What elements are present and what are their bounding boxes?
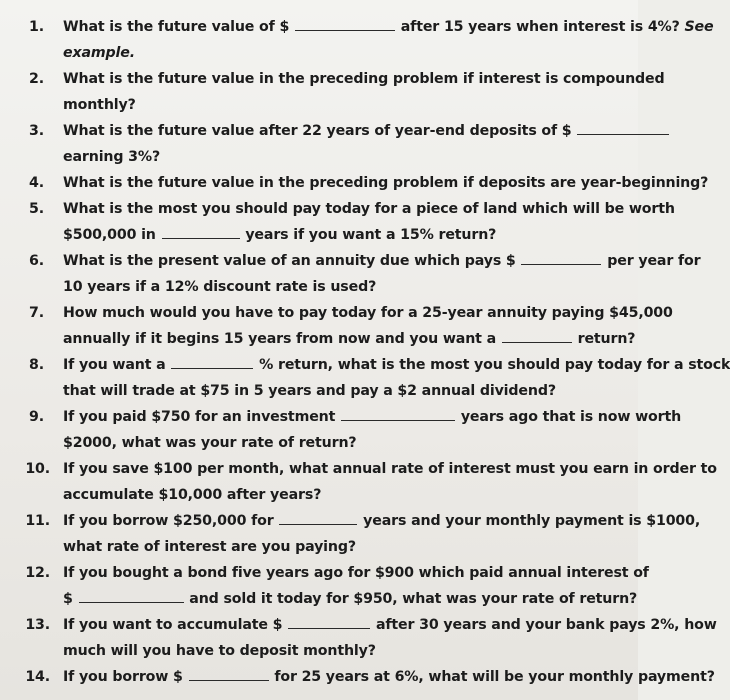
question-line [63,404,681,430]
question-text: $500,000 in [63,227,161,243]
question-text: much will you have to deposit monthly? [63,643,376,659]
question-text: What is the future value of $ [63,19,294,35]
question-text: If you paid $750 for an investment [63,409,341,425]
question-number: 7. [29,305,44,321]
question-number: 1. [29,19,44,35]
answer-blank [502,328,572,343]
question-line [63,170,708,196]
answer-blank [288,614,370,629]
question-text: If you want a [63,357,171,373]
question-line [63,352,730,378]
question-text: monthly? [63,97,136,113]
question-line [63,40,135,66]
question-text: If you borrow $250,000 for [63,513,279,529]
question-text: What is the most you should pay today for a piece of land which will be worth [63,201,675,217]
question-text: after 30 years and your bank pays 2%, how [371,617,717,633]
question-line [63,560,649,586]
answer-blank [79,588,184,603]
question-line [63,92,136,118]
question-line [63,274,376,300]
question-line [63,248,700,274]
question-text: $ [63,591,78,607]
question-line [63,638,376,664]
answer-blank [162,224,240,239]
question-line [63,612,717,638]
question-line [63,482,321,508]
answer-blank [521,250,601,265]
question-number: 2. [29,71,44,87]
question-text: What is the future value after 22 years of year-end deposits of $ [63,123,577,139]
answer-blank [341,406,455,421]
question-text: What is the present value of an annuity due which pays $ [63,253,521,269]
answer-blank [189,666,269,681]
question-number: 14. [25,669,50,685]
question-number: 11. [25,513,50,529]
question-text: for 25 years at 6%, what will be your monthly payment? [269,669,715,685]
answer-blank [279,510,357,525]
question-text: per year for [602,253,701,269]
question-number: 5. [29,201,44,217]
question-text: If you save $100 per month, what annual rate of interest must you earn in order to [63,461,717,477]
question-text: earning 3%? [63,149,161,165]
answer-blank [577,120,669,135]
question-line [63,534,356,560]
question-text: what rate of interest are you paying? [63,539,356,555]
question-text: years ago that is now worth [456,409,682,425]
question-line [63,196,675,222]
question-text: % return, what is the most you should pay today for a stock [254,357,730,373]
question-text: annually if it begins 15 years from now and you want a [63,331,501,347]
question-text: $2000, what was your rate of return? [63,435,357,451]
question-text: example. [63,45,135,61]
question-text: that will trade at $75 in 5 years and pay a $2 annual dividend? [63,383,556,399]
question-number: 6. [29,253,44,269]
question-text: 10 years if a 12% discount rate is used? [63,279,377,295]
question-text: accumulate $10,000 after years? [63,487,322,503]
question-text: If you bought a bond five years ago for $900 which paid annual interest of [63,565,649,581]
question-line [63,456,717,482]
question-text: after 15 years when interest is 4%? [395,19,685,35]
question-number: 10. [25,461,50,477]
question-text: What is the future value in the preceding problem if deposits are year-beginning? [63,175,709,191]
question-line [63,378,556,404]
question-number: 8. [29,357,44,373]
question-text: and sold it today for $950, what was your rate of return? [184,591,638,607]
question-text: If you want to accumulate $ [63,617,288,633]
question-line [63,66,665,92]
question-number: 13. [25,617,50,633]
question-line [63,300,673,326]
answer-blank [171,354,253,369]
question-line [63,664,715,690]
question-number: 12. [25,565,50,581]
question-line [63,14,714,40]
see-reference: See [684,19,714,35]
question-line [63,222,496,248]
question-line [63,508,700,534]
question-line [63,586,637,612]
question-line [63,118,670,144]
question-line [63,326,635,352]
answer-blank [295,16,395,31]
question-text: How much would you have to pay today for a 25-year annuity paying $45,000 [63,305,673,321]
question-number: 9. [29,409,44,425]
question-text: return? [572,331,636,347]
question-number: 3. [29,123,44,139]
question-text: If you borrow $ [63,669,188,685]
question-text: What is the future value in the preceding problem if interest is compounded [63,71,665,87]
question-line [63,430,357,456]
question-number: 4. [29,175,44,191]
question-text: years and your monthly payment is $1000, [358,513,701,529]
question-text: years if you want a 15% return? [240,227,497,243]
question-line [63,144,160,170]
